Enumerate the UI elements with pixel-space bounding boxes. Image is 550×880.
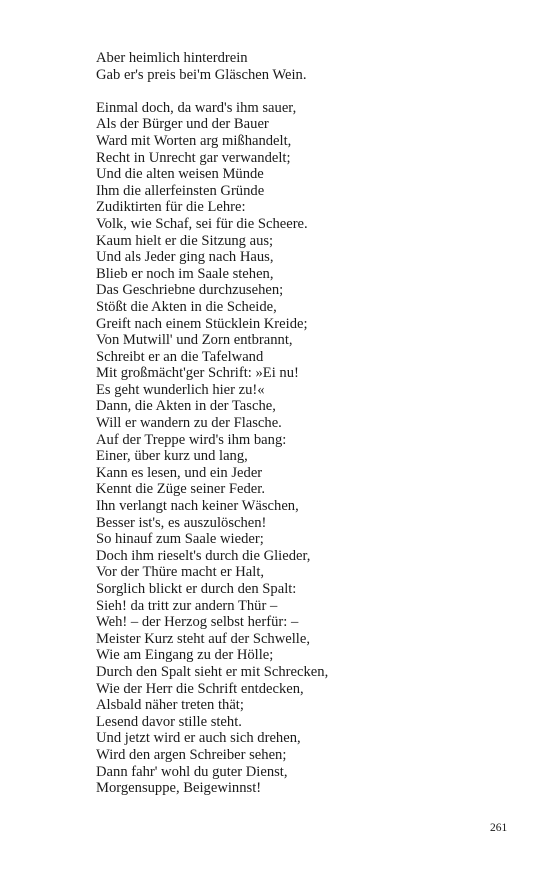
poem-line: Wie der Herr die Schrift entdecken, [96,680,304,697]
poem-text-block [96,50,516,797]
poem-line: Ward mit Worten arg mißhandelt, [96,132,292,149]
poem-line: Meister Kurz steht auf der Schwelle, [96,630,310,647]
poem-line: Schreibt er an die Tafelwand [96,348,264,365]
poem-line: Sieh! da tritt zur andern Thür – [96,597,278,614]
poem-line: Zudiktirten für die Lehre: [96,199,246,216]
poem-line: Aber heimlich hinterdrein [96,50,248,66]
poem-line: Blieb er noch im Saale stehen, [96,265,274,282]
poem-line: Und als Jeder ging nach Haus, [96,249,274,266]
poem-line: Morgensuppe, Beigewinnst! [96,780,262,797]
poem-line: Stößt die Akten in die Scheide, [96,298,277,315]
poem-line: Will er wandern zu der Flasche. [96,415,282,432]
poem-line: Vor der Thüre macht er Halt, [96,564,265,581]
poem-line: Volk, wie Schaf, sei für die Scheere. [96,215,308,232]
poem-line: Und die alten weisen Münde [96,166,264,183]
stanza [96,100,516,797]
poem-line: Besser ist's, es auszulöschen! [96,514,267,531]
poem-line: Auf der Treppe wird's ihm bang: [96,431,287,448]
poem-line: Dann fahr' wohl du guter Dienst, [96,763,288,780]
poem-line: Lesend davor stille steht. [96,713,242,730]
poem-line: Sorglich blickt er durch den Spalt: [96,581,297,597]
poem-line: Doch ihm rieselt's durch die Glieder, [96,547,311,564]
poem-line: Dann, die Akten in der Tasche, [96,398,276,415]
poem-line: Wird den argen Schreiber sehen; [96,746,287,763]
poem-line: Gab er's preis bei'm Gläschen Wein. [96,66,307,83]
poem-line: Kaum hielt er die Sitzung aus; [96,232,274,249]
poem-line: Recht in Unrecht gar verwandelt; [96,149,291,166]
poem-line: Weh! – der Herzog selbst herfür: – [96,614,299,631]
poem-line: Ihm die allerfeinsten Gründe [96,182,265,199]
poem-line: Und jetzt wird er auch sich drehen, [96,730,301,747]
poem-line: Es geht wunderlich hier zu!« [96,381,265,398]
poem-line: Mit großmächt'ger Schrift: »Ei nu! [96,365,299,382]
poem-line: Kann es lesen, und ein Jeder [96,464,263,481]
poem-line: Von Mutwill' und Zorn entbrannt, [96,332,293,349]
poem-line: Kennt die Züge seiner Feder. [96,481,265,498]
poem-line: Einer, über kurz und lang, [96,448,248,465]
poem-line: Einmal doch, da ward's ihm sauer, [96,99,297,116]
poem-line: Alsbald näher treten thät; [96,697,244,714]
poem-line: Wie am Eingang zu der Hölle; [96,647,274,664]
poem-line: Ihn verlangt nach keiner Wäschen, [96,498,299,515]
poem-line: Das Geschriebne durchzusehen; [96,282,284,299]
poem-line: Durch den Spalt sieht er mit Schrecken, [96,663,329,680]
stanza [96,50,516,83]
poem-line: Greift nach einem Stücklein Kreide; [96,315,308,332]
page-number: 261 [490,822,508,834]
poem-line: Als der Bürger und der Bauer [96,116,269,133]
poem-line: So hinauf zum Saale wieder; [96,531,264,548]
